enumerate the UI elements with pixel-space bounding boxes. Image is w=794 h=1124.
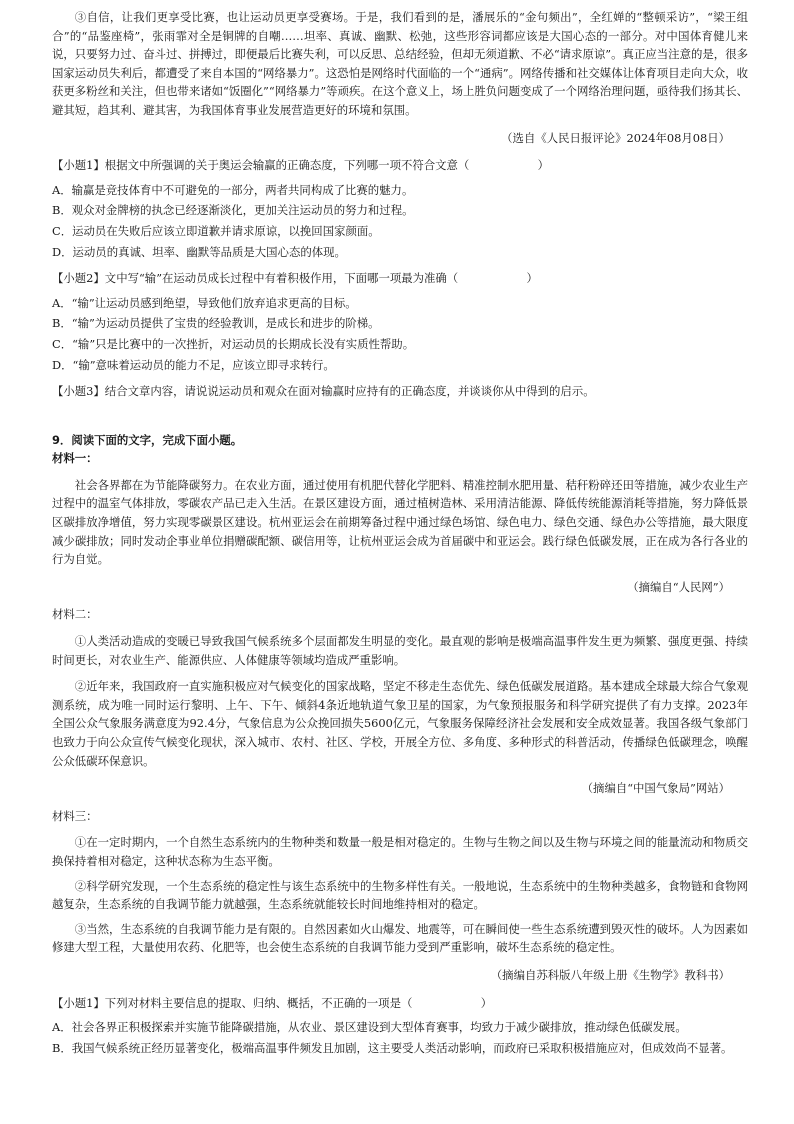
- material-1-label: 材料一：: [52, 451, 98, 466]
- q8-sub1-option-d: D．运动员的真诚、坦率、幽默等品质是大国心态的体现。: [52, 244, 346, 259]
- q9-sub1-stem: 【小题1】下列对材料主要信息的提取、归纳、概括，不正确的一项是（ ）: [52, 995, 493, 1010]
- q8-sub1-option-c: C．运动员在失败后应该立即道歉并请求原谅，以挽回国家颜面。: [52, 223, 380, 238]
- material-2-paragraph-2: ②近年来，我国政府一直实施积极应对气候变化的国家战略，坚定不移走生态优先、绿色低碳发展道路。基本建成全球最大综合气象观测系统，成为唯一同时运行黎明、上午、下午、倾斜4条近地轨道气象卫星的国家，为气象预报服务和科学研究提供了有力支撑。2023年全国公众气象服务满意度为92.4分，气象信息为公众挽回损失5600亿元，气象服务保障经济社会发展和安全成效显著。我国各级气象部门也致力于向公众宣传气候变化现状，深入城市、农村、社区、学校，开展全方位、多角度、多种形式的科普活动，传播绿色低碳理念，唤醒公众低碳环保意识。: [52, 679, 748, 768]
- q8-sub2-option-d: D．“输”意味着运动员的能力不足，应该立即寻求转行。: [52, 357, 335, 372]
- material-2-source: （摘编自“中国气象局”网站）: [581, 781, 730, 796]
- q8-sub1-option-a: A．输赢是竞技体育中不可避免的一部分，两者共同构成了比赛的魅力。: [52, 182, 414, 197]
- material-1-paragraph: 社会各界都在为节能降碳努力。在农业方面，通过使用有机肥代替化学肥料、精准控制水肥用量、秸秆粉碎还田等措施，减少农业生产过程中的温室气体排放，零碳农产品已走入生活。在景区建设方面，通过植树造林、采用清洁能源、降低传统能源消耗等措施，努力降低景区碳排放净增值，努力实现零碳景区建设。杭州亚运会在前期筹备过程中通过绿色场馆、绿色电力、绿色交通、绿色办公等措施，最大限度减少碳排放；同时发动企事业单位捐赠碳配额、碳信用等，让杭州亚运会成为首届碳中和亚运会。践行绿色低碳发展，正在成为各行各业的行为自觉。: [52, 477, 748, 567]
- q8-sub2-option-c: C．“输”只是比赛中的一次挫折，对运动员的长期成长没有实质性帮助。: [52, 336, 415, 351]
- article-source: （选自《人民日报评论》2024年08月08日）: [501, 130, 730, 145]
- material-2-paragraph-1: ①人类活动造成的变暖已导致我国气候系统多个层面都发生明显的变化。最直观的影响是极端高温事件发生更为频繁、强度更强、持续时间更长，对农业生产、能源供应、人体健康等领域均造成严重影响。: [52, 634, 748, 667]
- q9-sub1-option-b: B．我国气候系统正经历显著变化，极端高温事件频发且加剧，这主要受人类活动影响，而政府已采取积极措施应对，但成效尚不显著。: [52, 1040, 733, 1055]
- material-1-source: （摘编自“人民网”）: [627, 579, 730, 594]
- q8-sub2-option-a: A．“输”让运动员感到绝望，导致他们放弃追求更高的目标。: [52, 295, 357, 310]
- q8-sub1-option-b: B．观众对金牌榜的执念已经逐渐淡化，更加关注运动员的努力和过程。: [52, 203, 414, 218]
- q8-sub2-stem: 【小题2】文中写“输”在运动员成长过程中有着积极作用，下面哪一项最为准确（ ）: [52, 271, 538, 286]
- article-paragraph-3: ③自信，让我们更享受比赛，也让运动员更享受赛场。于是，我们看到的是，潘展乐的“金句频出”，全红婵的“整顿采访”，“梁王组合”的“品鉴座椅”，张雨霏对全是铜牌的自嘲……坦率、真诚、幽默、松弛，这些形容词都应该是大国心态的一部分。对中国体育健儿来说，只要努力过、奋斗过、拼搏过，即便最后比赛失利，可以反思、总结经验，但却无须道歉、不必“请求原谅”。真正应当注意的是，很多国家运动员失利后，都遭受了来自本国的“网络暴力”。这恐怕是网络时代面临的一个“通病”。网络传播和社交媒体让体育项目走向大众，收获更多粉丝和关注，但也带来诸如“饭圈化”“网络暴力”等顽疾。在这个意义上，场上胜负问题变成了一个网络治理问题，亟待我们扬其长、避其短，趋其利、避其害，为我国体育事业发展营造更好的环境和氛围。: [52, 10, 748, 117]
- material-3-source: （摘编自苏科版八年级上册《生物学》教科书）: [490, 967, 730, 982]
- material-3-paragraph-3: ③当然，生态系统的自我调节能力是有限的。自然因素如火山爆发、地震等，可在瞬间使一些生态系统遭到毁灭性的破坏。人为因素如修建大型工程，大量使用农药、化肥等，也会使生态系统的自我调节能力受到严重影响，破坏生态系统的稳定性。: [52, 921, 748, 955]
- q9-sub1-option-a: A．社会各界正积极探索并实施节能降碳措施，从农业、景区建设到大型体育赛事，均致力于减少碳排放，推动绿色低碳发展。: [52, 1020, 687, 1035]
- material-3-paragraph-1: ①在一定时期内，一个自然生态系统内的生物种类和数量一般是相对稳定的。生物与生物之间以及生物与环境之间的能量流动和物质交换保持着相对稳定，这种状态称为生态平衡。: [52, 835, 748, 868]
- q9-title: 9．阅读下面的文字，完成下面小题。: [52, 432, 243, 447]
- material-3-paragraph-2: ②科学研究发现，一个生态系统的稳定性与该生态系统中的生物多样性有关。一般地说，生态系统中的生物种类越多，食物链和食物网越复杂，生态系统的自我调节能力就越强，生态系统就能较长时间地维持相对的稳定。: [52, 878, 748, 912]
- q8-sub1-stem: 【小题1】根据文中所强调的关于奥运会输赢的正确态度，下列哪一项不符合文意（ ）: [52, 158, 550, 173]
- q8-sub3-stem: 【小题3】结合文章内容，请说说运动员和观众在面对输赢时应持有的正确态度，并谈谈你从中得到的启示。: [52, 384, 595, 399]
- material-3-label: 材料三：: [52, 808, 98, 823]
- material-2-label: 材料二：: [52, 607, 98, 622]
- q8-sub2-option-b: B．“输”为运动员提供了宝贵的经验教训，是成长和进步的阶梯。: [52, 316, 380, 331]
